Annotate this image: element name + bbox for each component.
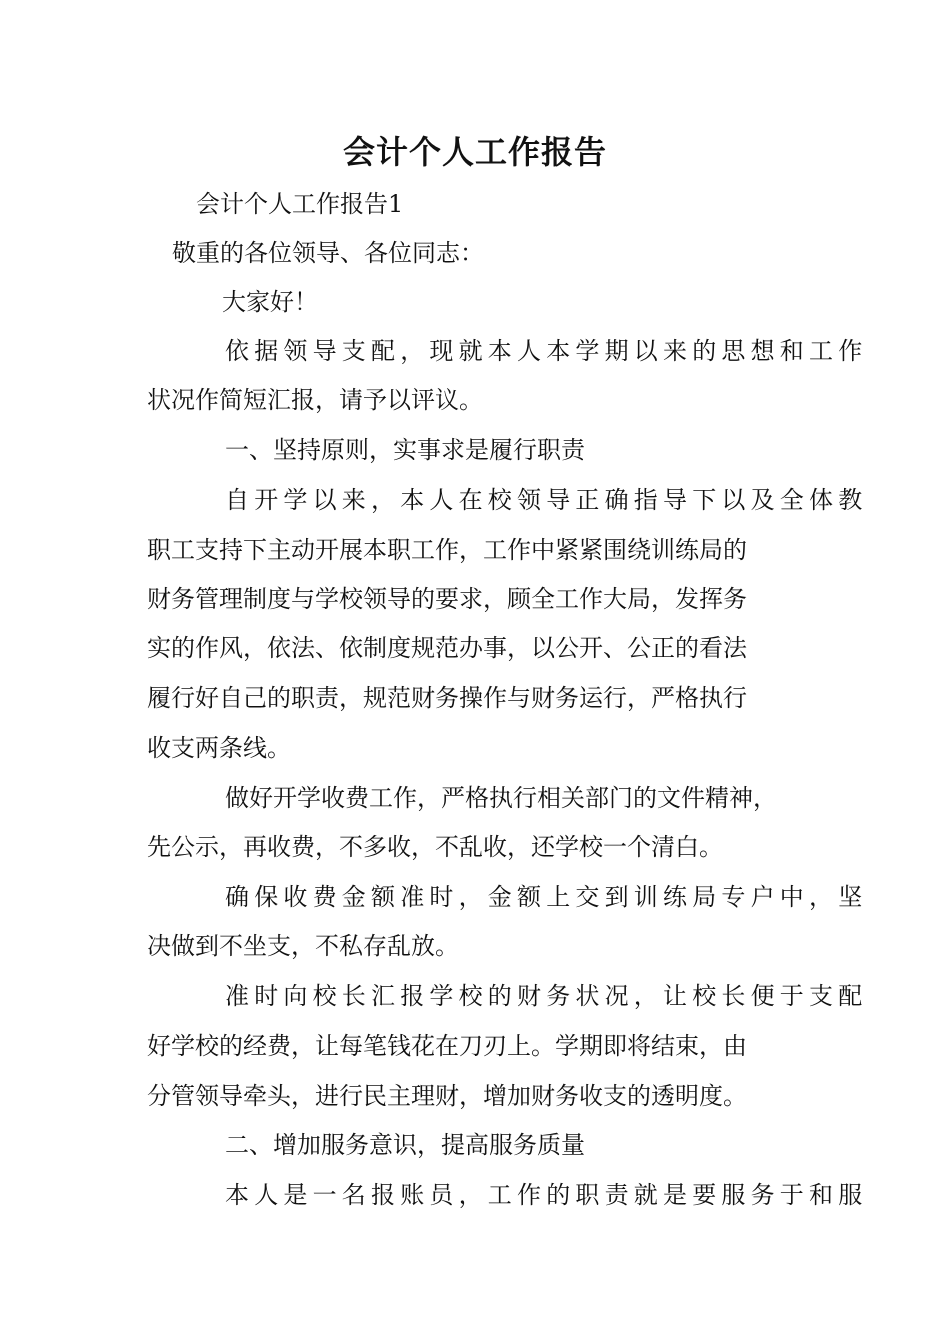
document-title: 会计个人工作报告 <box>342 133 607 171</box>
salutation: 敬重的各位领导、各位同志： <box>172 239 484 267</box>
paragraph-line: 先公示，再收费，不多收，不乱收，还学校一个清白。 <box>147 833 723 861</box>
document-subtitle: 会计个人工作报告1 <box>196 190 404 218</box>
paragraph-line: 分管领导牵头，进行民主理财，增加财务收支的透明度。 <box>147 1082 747 1110</box>
paragraph-line: 依据领导支配，现就本人本学期以来的思想和工作 <box>225 337 868 365</box>
paragraph-line: 好学校的经费，让每笔钱花在刀刃上。学期即将结束，由 <box>147 1032 747 1060</box>
paragraph-line: 实的作风，依法、依制度规范办事，以公开、公正的看法 <box>147 634 747 662</box>
paragraph-line: 确保收费金额准时，金额上交到训练局专户中，坚 <box>225 883 868 911</box>
paragraph-line: 履行好自己的职责，规范财务操作与财务运行，严格执行 <box>147 684 747 712</box>
paragraph-line: 本人是一名报账员，工作的职责就是要服务于和服 <box>225 1181 868 1209</box>
section-heading: 一、坚持原则，实事求是履行职责 <box>225 436 585 464</box>
paragraph-line: 财务管理制度与学校领导的要求，顾全工作大局，发挥务 <box>147 585 747 613</box>
paragraph-line: 收支两条线。 <box>147 734 291 762</box>
section-heading: 二、增加服务意识，提高服务质量 <box>225 1131 585 1159</box>
paragraph-line: 自开学以来，本人在校领导正确指导下以及全体教 <box>225 486 868 514</box>
paragraph-line: 决做到不坐支，不私存乱放。 <box>147 932 459 960</box>
paragraph-line: 职工支持下主动开展本职工作，工作中紧紧围绕训练局的 <box>147 536 747 564</box>
greeting: 大家好！ <box>222 288 318 316</box>
paragraph-line: 状况作简短汇报，请予以评议。 <box>147 386 483 414</box>
paragraph-line: 准时向校长汇报学校的财务状况，让校长便于支配 <box>225 982 868 1010</box>
paragraph-line: 做好开学收费工作，严格执行相关部门的文件精神， <box>225 784 777 812</box>
